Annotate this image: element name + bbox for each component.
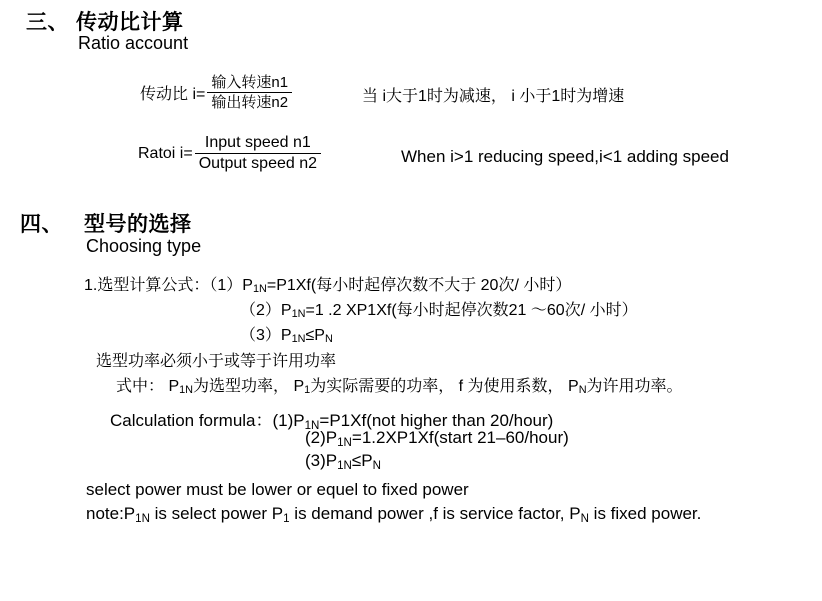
cn-note-line-2-sub3: N [578, 384, 587, 397]
ratio-formula-cn-denominator: 输出转速n2 [207, 92, 292, 111]
cn-formula-line-1-rest: =P1Xf(每小时起停次数不大于 20次/ 小时） [266, 277, 572, 294]
section-three-number: 三、 [26, 11, 69, 34]
en-note-line-2-a: note:P [86, 504, 136, 523]
en-formula-line-1-sub: 1N [304, 419, 320, 432]
cn-formula-line-1-sub: 1N [252, 283, 267, 296]
cn-formula-line-3-rest: ≤P [305, 327, 325, 344]
en-formula-line-3-sub2: N [372, 459, 381, 472]
en-formula-line-2-rest: =1.2XP1Xf(start 21–60/hour) [351, 428, 569, 447]
cn-formula-line-3 [240, 322, 333, 345]
ratio-formula-en-label: Ratoi i= [138, 144, 193, 162]
ratio-formula-cn-fraction [207, 74, 292, 112]
ratio-formula-cn-numerator: 输入转速n1 [211, 74, 289, 91]
cn-note-line-2-sub2: 1 [304, 384, 311, 397]
en-formula-line-2 [305, 428, 569, 448]
section-three-title-cn: 传动比计算 [76, 11, 184, 34]
cn-formula-line-3-item: （3）P [240, 327, 292, 344]
section-three-title-en: Ratio account [78, 33, 189, 53]
cn-note-line-2-a: 式中： P [116, 378, 180, 395]
ratio-formula-cn-label: 传动比 i= [140, 86, 206, 104]
section-four-title-cn: 型号的选择 [84, 213, 192, 236]
cn-note-line-2 [116, 373, 683, 396]
en-formula-line-2-item: (2)P [305, 428, 338, 447]
en-formula-line-3-rest: ≤P [351, 451, 373, 470]
en-formula-line-1-item: (1)P [272, 411, 305, 430]
en-note-line-2 [86, 504, 701, 524]
ratio-formula-cn [140, 74, 292, 112]
cn-formula-line-2-sub: 1N [291, 308, 306, 321]
cn-formula-line-2-item: （2）P [240, 302, 292, 319]
ratio-formula-en-note: When i>1 reducing speed,i<1 adding speed [401, 147, 729, 166]
cn-formula-line-3-sub2: N [324, 333, 333, 346]
section-four-number: 四、 [20, 213, 63, 236]
cn-formula-line-2 [240, 297, 638, 320]
en-formula-line-1-rest: =P1Xf(not higher than 20/hour) [319, 411, 554, 430]
cn-note-line-2-sub1: 1N [179, 384, 194, 397]
en-formula-line-3-sub: 1N [337, 459, 352, 472]
en-formula-line-3-item: (3)P [305, 451, 338, 470]
ratio-formula-cn-note: 当 i大于1时为减速， i 小于1时为增速 [362, 88, 625, 105]
cn-formula-line-3-sub: 1N [291, 333, 306, 346]
cn-formula-line-2-rest: =1 .2 XP1Xf(每小时起停次数21 ～60次/ 小时） [305, 302, 638, 319]
cn-formula-line-1-item: （1）P [209, 277, 253, 294]
en-note-line-2-b: is select power P [149, 504, 284, 523]
ratio-formula-en-denominator: Output speed n2 [195, 153, 321, 173]
en-formula-line-1-prefix: Calculation formula： [110, 411, 273, 430]
en-note-line-2-sub2: 1 [283, 512, 290, 525]
en-note-line-2-c: is demand power ,f is service factor, P [289, 504, 581, 523]
en-formula-line-3 [305, 451, 381, 471]
en-note-line-2-sub1: 1N [135, 512, 150, 525]
cn-note-line-2-b: 为选型功率， P [193, 378, 305, 395]
cn-formula-line-1 [84, 272, 571, 295]
section-four-title-en: Choosing type [86, 236, 202, 256]
ratio-formula-en [138, 134, 321, 174]
cn-note-line-2-c: 为实际需要的功率， f 为使用系数， P [310, 378, 579, 395]
ratio-formula-en-fraction [195, 134, 321, 174]
en-note-line-2-sub3: N [580, 512, 589, 525]
ratio-formula-en-numerator: Input speed n1 [204, 134, 311, 151]
cn-note-line-1: 选型功率必须小于或等于许用功率 [96, 353, 337, 370]
en-note-line-2-d: is fixed power. [588, 504, 702, 523]
cn-formula-line-1-prefix: 1.选型计算公式： [84, 277, 210, 294]
en-note-line-1: select power must be lower or equel to fixed power [86, 480, 469, 499]
cn-note-line-2-d: 为许用功率。 [586, 378, 683, 395]
en-formula-line-2-sub: 1N [337, 436, 352, 449]
